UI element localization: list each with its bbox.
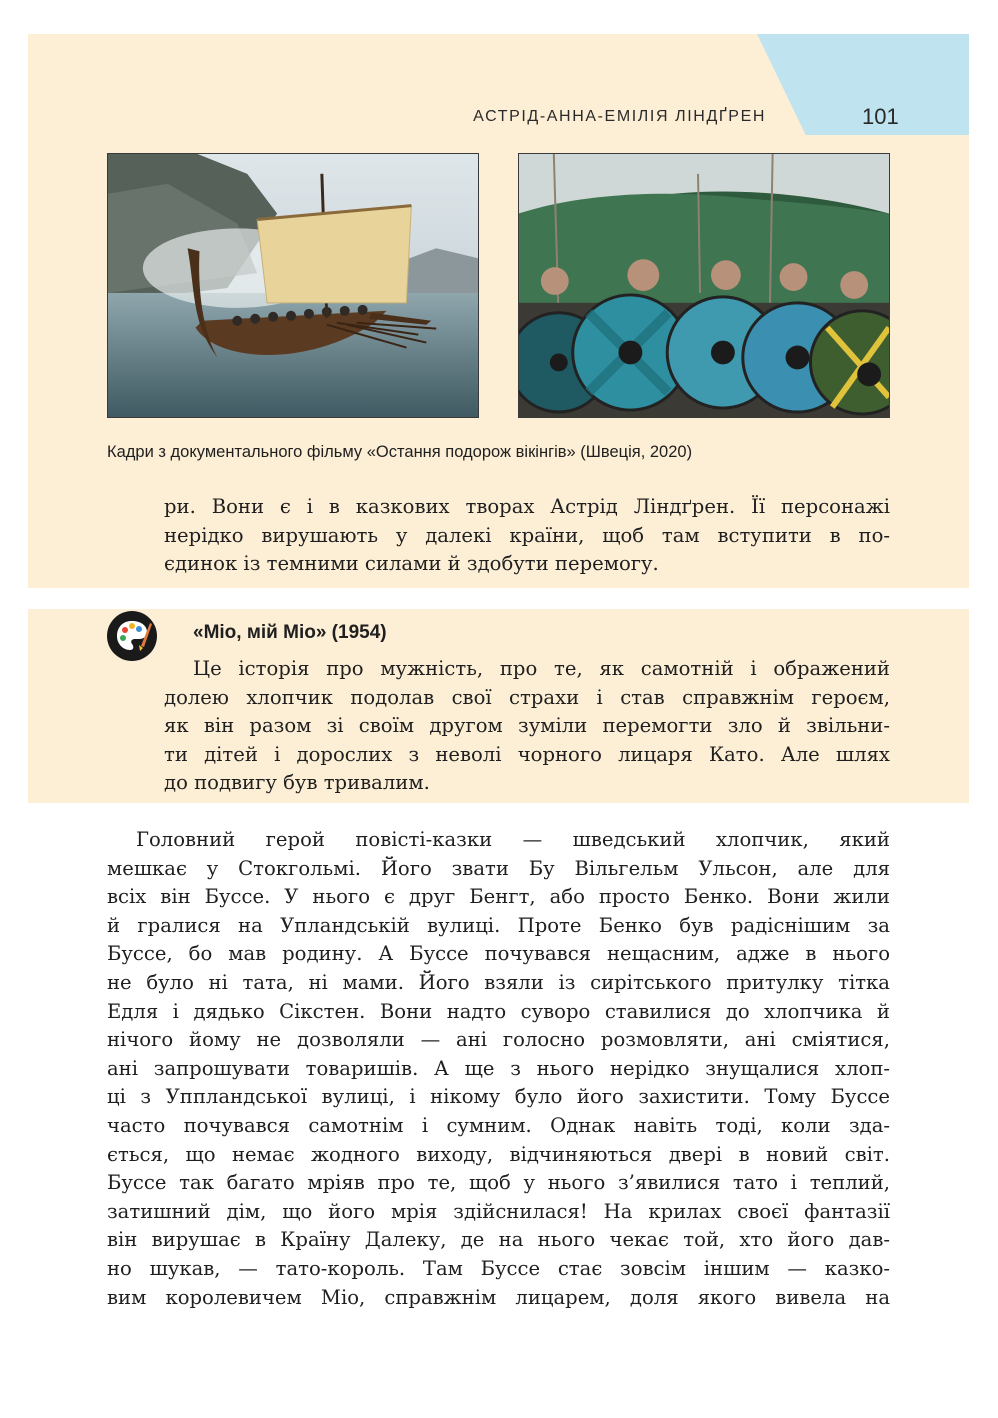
text-line: ється, що немає жодного виходу, відчиняються двері в новий світ. (107, 1142, 890, 1166)
text-line: вим королевичем Міо, справжнім лицарем, доля якого вивела на (107, 1285, 890, 1309)
text-line: Буссе, бо мав родину. А Буссе почувався нещасним, адже в нього (107, 942, 890, 966)
page-number: 101 (862, 104, 899, 129)
text-line: ці з Уппландської вулиці, і нікому було його захистити. Тому Буссе (107, 1085, 890, 1109)
text-line: ані запрошувати товаришів. А ще з нього нерідко знущалися хлоп- (107, 1056, 890, 1080)
text-line: всіх він Буссе. У нього є друг Бенгт, або просто Бенко. Вони жили (107, 885, 890, 909)
text-line: не було ні тата, ні мами. Його взяли із сирітського притулку тітка (107, 970, 890, 994)
text-line: нічого йому не дозволяли — ані голосно розмовляти, ані сміятися, (107, 1028, 890, 1052)
text-line: затишний дім, що його мрія здійснилася! На крилах своєї фантазії (107, 1199, 890, 1223)
viking-warriors-photo (518, 153, 890, 418)
intro-paragraph (164, 493, 890, 579)
text-line: Едля і дядько Сікстен. Вони надто суворо ставилися до хлопчика й (107, 999, 890, 1023)
text-line: він вирушає в Країну Далеку, де на нього чекає той, хто його дав- (107, 1228, 890, 1252)
viking-ship-photo (107, 153, 479, 418)
palette-icon (106, 610, 158, 662)
text-line: єдинок із темними силами й здобути перемогу. (164, 552, 659, 576)
main-paragraph (107, 826, 890, 1312)
text-line: нерідко вирушають у далекі країни, щоб там вступити в по- (164, 523, 890, 547)
text-line: Буссе так багато мріяв про те, щоб у нього з’явилися тато і теплий, (107, 1171, 890, 1195)
text-line: ри. Вони є і в казкових творах Астрід Ліндґрен. Її персонажі (164, 495, 890, 518)
text-line: мешкає у Стокгольмі. Його звати Бу Вільгельм Ульсон, але для (107, 856, 890, 880)
figure-caption: Кадри з документального фільму «Остання подорож вікінгів» (Швеція, 2020) (107, 443, 693, 461)
text-line: долею хлопчик подолав свої страхи і став справжнім героєм, (164, 685, 890, 709)
section-title: «Міо, мій Міо» (1954) (193, 622, 387, 643)
text-line: ти дітей і дорослих з неволі чорного лицаря Като. Але шлях (164, 742, 890, 766)
text-line: Це історія про мужність, про те, як самотній і ображений (193, 657, 890, 680)
text-line: як він разом зі своїм другом зуміли перемогти зло й звільни- (164, 714, 890, 738)
text-line: часто почувався самотнім і сумним. Однак навіть тоді, коли зда- (107, 1113, 890, 1137)
text-line: й гралися на Упландській вулиці. Проте Бенко був радіснішим за (107, 913, 890, 937)
text-line: Головний герой повісті-казки — шведський хлопчик, який (136, 828, 890, 851)
text-line: но шукав, — тато-король. Там Буссе стає зовсім іншим — казко- (107, 1256, 890, 1280)
section-paragraph (164, 655, 890, 798)
running-header: АСТРІД-АННА-ЕМІЛІЯ ЛІНДҐРЕН (473, 108, 766, 125)
text-line: до подвигу був тривалим. (164, 771, 430, 795)
